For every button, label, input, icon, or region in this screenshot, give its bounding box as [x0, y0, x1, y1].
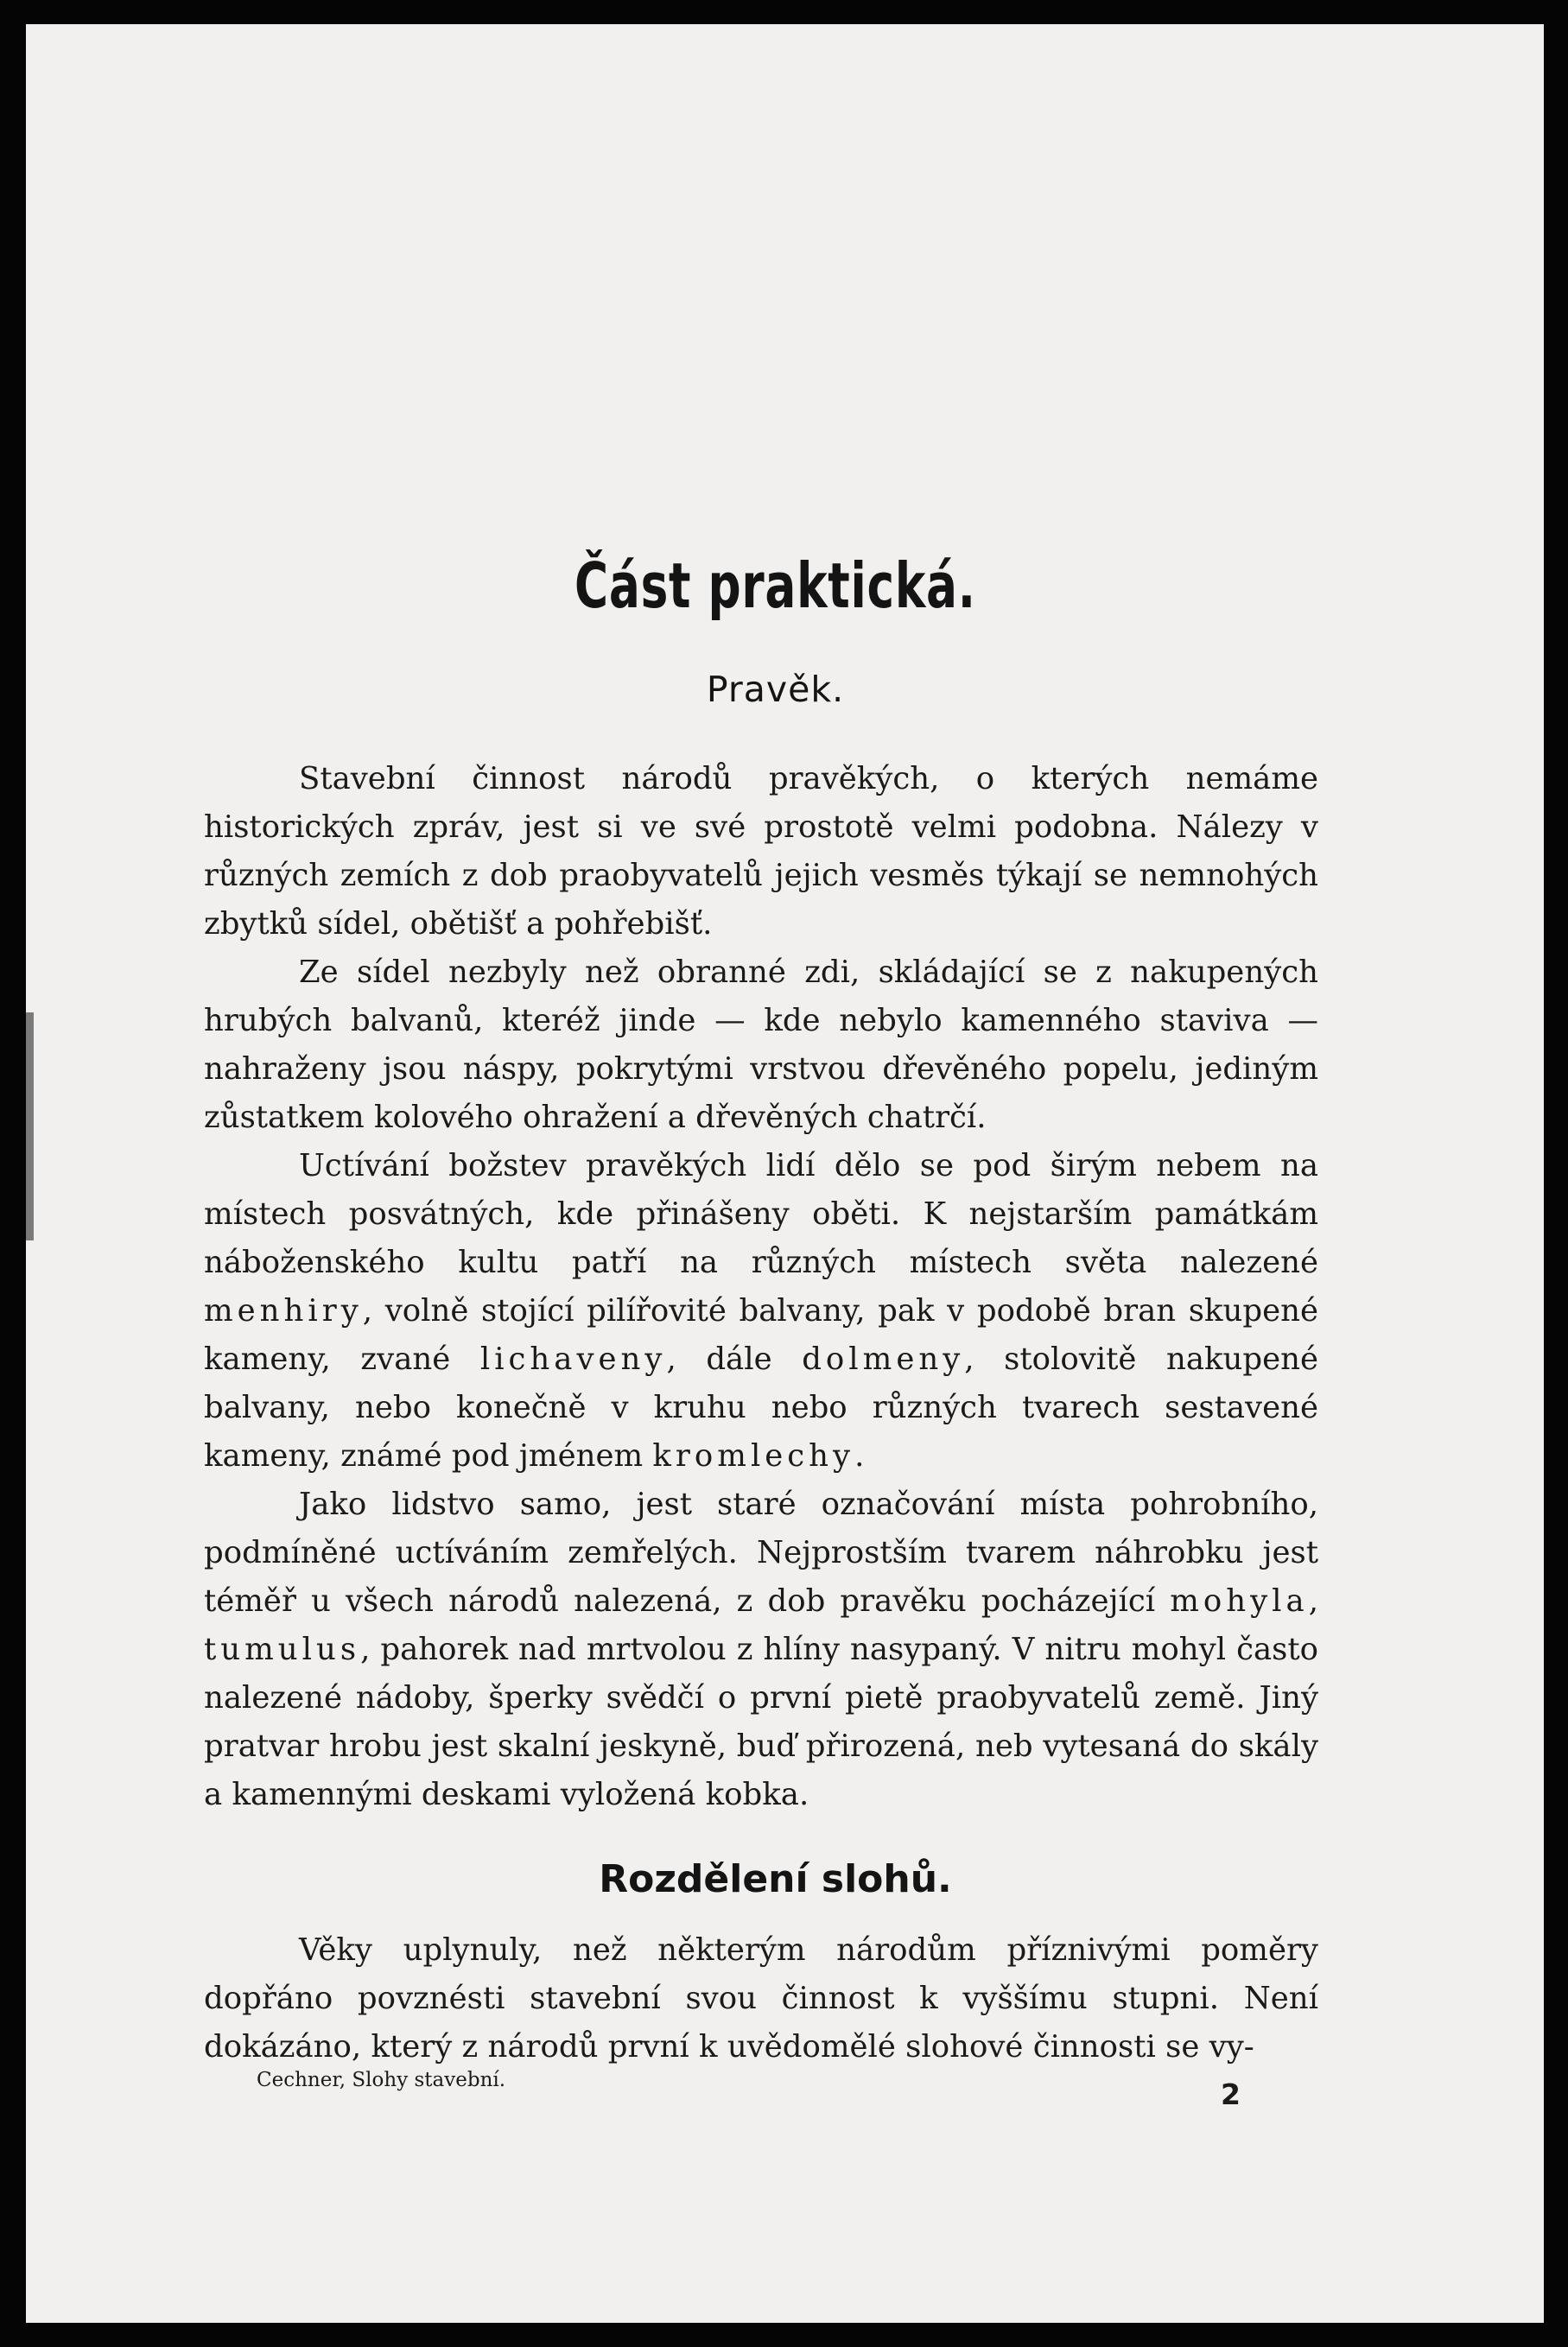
paragraph: Ze sídel nezbyly než obranné zdi, skládající se z nakupených hrubých balvanů, kteréž jinde — kde nebylo kamenného staviva — nahraženy jsou náspy, pokrytými vrstvou dřevěného popelu, jediným zůstatkem kolového ohražení a dřevěných chatrčí.	[204, 955, 1318, 1135]
paragraph: Stavební činnost národů pravěkých, o kterých nemáme historických zpráv, jest si ve své prostotě velmi podobna. Nálezy v různých zemích z dob praobyvatelů jejich vesměs týkají se nemnohých zbytků sídel, obětišť a pohřebišť.	[204, 761, 1318, 942]
spaced-term: dolmeny	[802, 1342, 965, 1377]
paragraph	[204, 1481, 1318, 1819]
binding-shadow	[26, 1012, 34, 1240]
spaced-term: menhiry	[204, 1293, 363, 1329]
section-heading-pravek: Pravěk.	[706, 669, 845, 710]
text-run: , volně stojící pilířovité balvany, pak v podobě bran skupené kameny, zvané	[204, 1293, 1318, 1377]
paragraph	[204, 1142, 1318, 1481]
spaced-term: mohyla	[1170, 1583, 1309, 1619]
footer-signature: Cechner, Slohy stavební.	[257, 2069, 506, 2091]
book-page	[26, 24, 1544, 2323]
page-number: 2	[1221, 2077, 1241, 2111]
spaced-term: kromlechy	[652, 1438, 855, 1474]
spaced-term: lichaveny	[479, 1342, 667, 1377]
spaced-term: tumulus	[204, 1632, 361, 1667]
text-run: , dále	[666, 1342, 803, 1377]
text-run: ,	[1308, 1583, 1318, 1619]
text-run: , stolovitě nakupené balvany, nebo konečně v kruhu nebo různých tvarech sestavené kameny, známé pod jménem	[204, 1342, 1319, 1474]
text-run: , pahorek nad mrtvolou z hlíny nasypaný. V nitru mohyl často nalezené nádoby, šperky svědčí o první pietě praobyvatelů země. Jiný pratvar hrobu jest skalní jeskyně, buď přirozená, neb vytesaná do skály a kamennými deskami vyložená kobka.	[204, 1632, 1318, 1812]
text-run: Jako lidstvo samo, jest staré označování místa pohrobního, podmíněné uctíváním zemřelých. Nejprostším tvarem náhrobku jest téměř u všech národů nalezená, z dob pravěku pocházející	[204, 1487, 1318, 1619]
section-heading-rozdeleni: Rozdělení slohů.	[599, 1857, 952, 1901]
section-rozdeleni-body	[204, 1926, 1318, 2071]
text-run: .	[854, 1438, 865, 1474]
page-title: Část praktická.	[575, 549, 976, 622]
paragraph: Věky uplynuly, než některým národům příznivými poměry dopřáno povznésti stavební svou činnost k vyššímu stupni. Není dokázáno, který z národů první k uvědomělé slohové činnosti se vy-	[204, 1932, 1318, 2065]
text-run: Uctívání božstev pravěkých lidí dělo se pod širým nebem na místech posvátných, kde přinášeny oběti. K nejstarším památkám náboženského kultu patří na různých místech světa nalezené	[204, 1148, 1318, 1280]
section-pravek-body	[204, 755, 1318, 1819]
